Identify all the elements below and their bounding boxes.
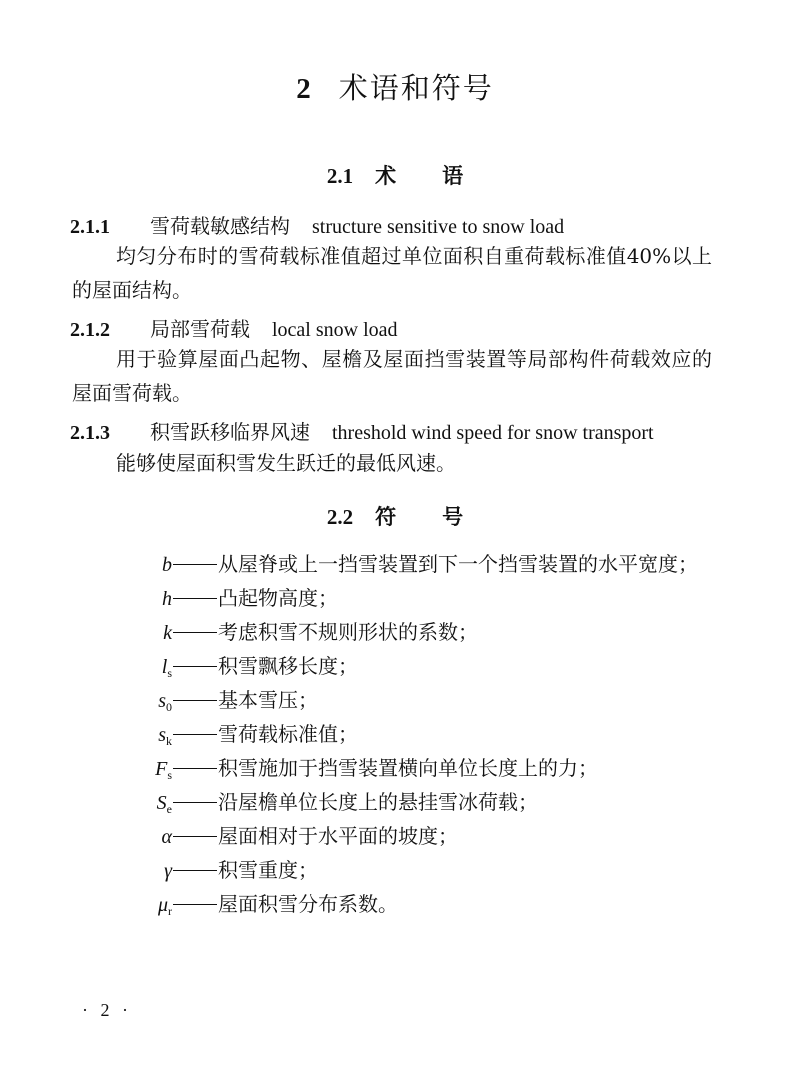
symbol-description: 屋面积雪分布系数。 (218, 892, 398, 916)
term-name-zh: 局部雪荷载 (150, 317, 250, 341)
section-title-symbols (0, 501, 790, 531)
em-dash-rule (173, 904, 217, 905)
page-number: · 2 · (82, 1000, 132, 1020)
symbol: $S_e$ (156, 792, 172, 816)
section-title-terms (0, 160, 790, 190)
symbol-row (100, 617, 478, 647)
em-dash-rule (173, 734, 217, 735)
section-number: 2.2 (326, 505, 354, 529)
symbol-description: 凸起物高度； (218, 586, 338, 610)
em-dash-rule (173, 768, 217, 769)
term-name-en: local snow load (272, 319, 398, 341)
symbol-description: 积雪施加于挡雪装置横向单位长度上的力； (218, 756, 598, 780)
section-word: 语 (442, 163, 464, 188)
section-word: 符 (375, 504, 397, 529)
symbol: k (163, 622, 172, 644)
term-name-en: threshold wind speed for snow transport (332, 422, 654, 444)
symbol: $l_s$ (161, 656, 172, 680)
term-name-zh: 积雪跃移临界风速 (150, 420, 310, 444)
symbol: h (162, 588, 172, 610)
symbol-row (100, 821, 458, 851)
symbol: γ (164, 860, 172, 882)
term-definition: 均匀分布时的雪荷载标准值超过单位面积自重荷载标准值40%以上的屋面结构。 (72, 244, 712, 302)
symbol-row (100, 753, 598, 783)
section-word: 术 (375, 163, 397, 188)
em-dash-rule (173, 700, 217, 701)
symbol-row (100, 685, 318, 715)
symbol: b (162, 554, 172, 576)
chapter-title-text: 术语和符号 (338, 71, 494, 105)
term-name-en: structure sensitive to snow load (312, 216, 565, 238)
symbol-row (100, 787, 538, 817)
symbol-row (100, 651, 358, 681)
em-dash-rule (173, 564, 217, 565)
term-heading (70, 416, 654, 445)
symbol: $s_0$ (158, 690, 172, 714)
symbol-description: 沿屋檐单位长度上的悬挂雪冰荷载； (218, 790, 538, 814)
symbol: $F_s$ (155, 758, 172, 782)
em-dash-rule (173, 632, 217, 633)
em-dash-rule (173, 666, 217, 667)
chapter-title (0, 66, 790, 107)
term-heading (70, 313, 398, 342)
symbol-description: 基本雪压； (218, 688, 318, 712)
symbol-description: 考虑积雪不规则形状的系数； (218, 620, 478, 644)
term-number: 2.1.3 (70, 422, 110, 444)
term-heading (70, 210, 564, 239)
em-dash-rule (173, 870, 217, 871)
symbol-description: 从屋脊或上一挡雪装置到下一个挡雪装置的水平宽度； (218, 552, 698, 576)
symbol: $s_k$ (158, 724, 172, 748)
symbol: $\mu_r$ (157, 894, 172, 918)
term-name-zh: 雪荷载敏感结构 (150, 214, 290, 238)
chapter-number: 2 (296, 73, 313, 105)
em-dash-rule (173, 598, 217, 599)
symbol-row (100, 583, 338, 613)
symbol-row (100, 889, 398, 919)
symbol-description: 积雪飘移长度； (218, 654, 358, 678)
symbol-row (100, 855, 318, 885)
term-definition: 能够使屋面积雪发生跃迁的最低风速。 (116, 451, 456, 475)
symbol-row (100, 719, 358, 749)
term-definition: 用于验算屋面凸起物、屋檐及屋面挡雪装置等局部构件荷载效应的屋面雪荷载。 (72, 347, 712, 405)
symbol-description: 雪荷载标准值； (218, 722, 358, 746)
em-dash-rule (173, 836, 217, 837)
symbol-description: 积雪重度； (218, 858, 318, 882)
term-number: 2.1.1 (70, 216, 110, 238)
symbol-row (100, 549, 698, 579)
section-number: 2.1 (326, 164, 354, 188)
term-number: 2.1.2 (70, 319, 110, 341)
symbol: α (161, 826, 172, 848)
em-dash-rule (173, 802, 217, 803)
symbol-description: 屋面相对于水平面的坡度； (218, 824, 458, 848)
section-word: 号 (442, 504, 464, 529)
